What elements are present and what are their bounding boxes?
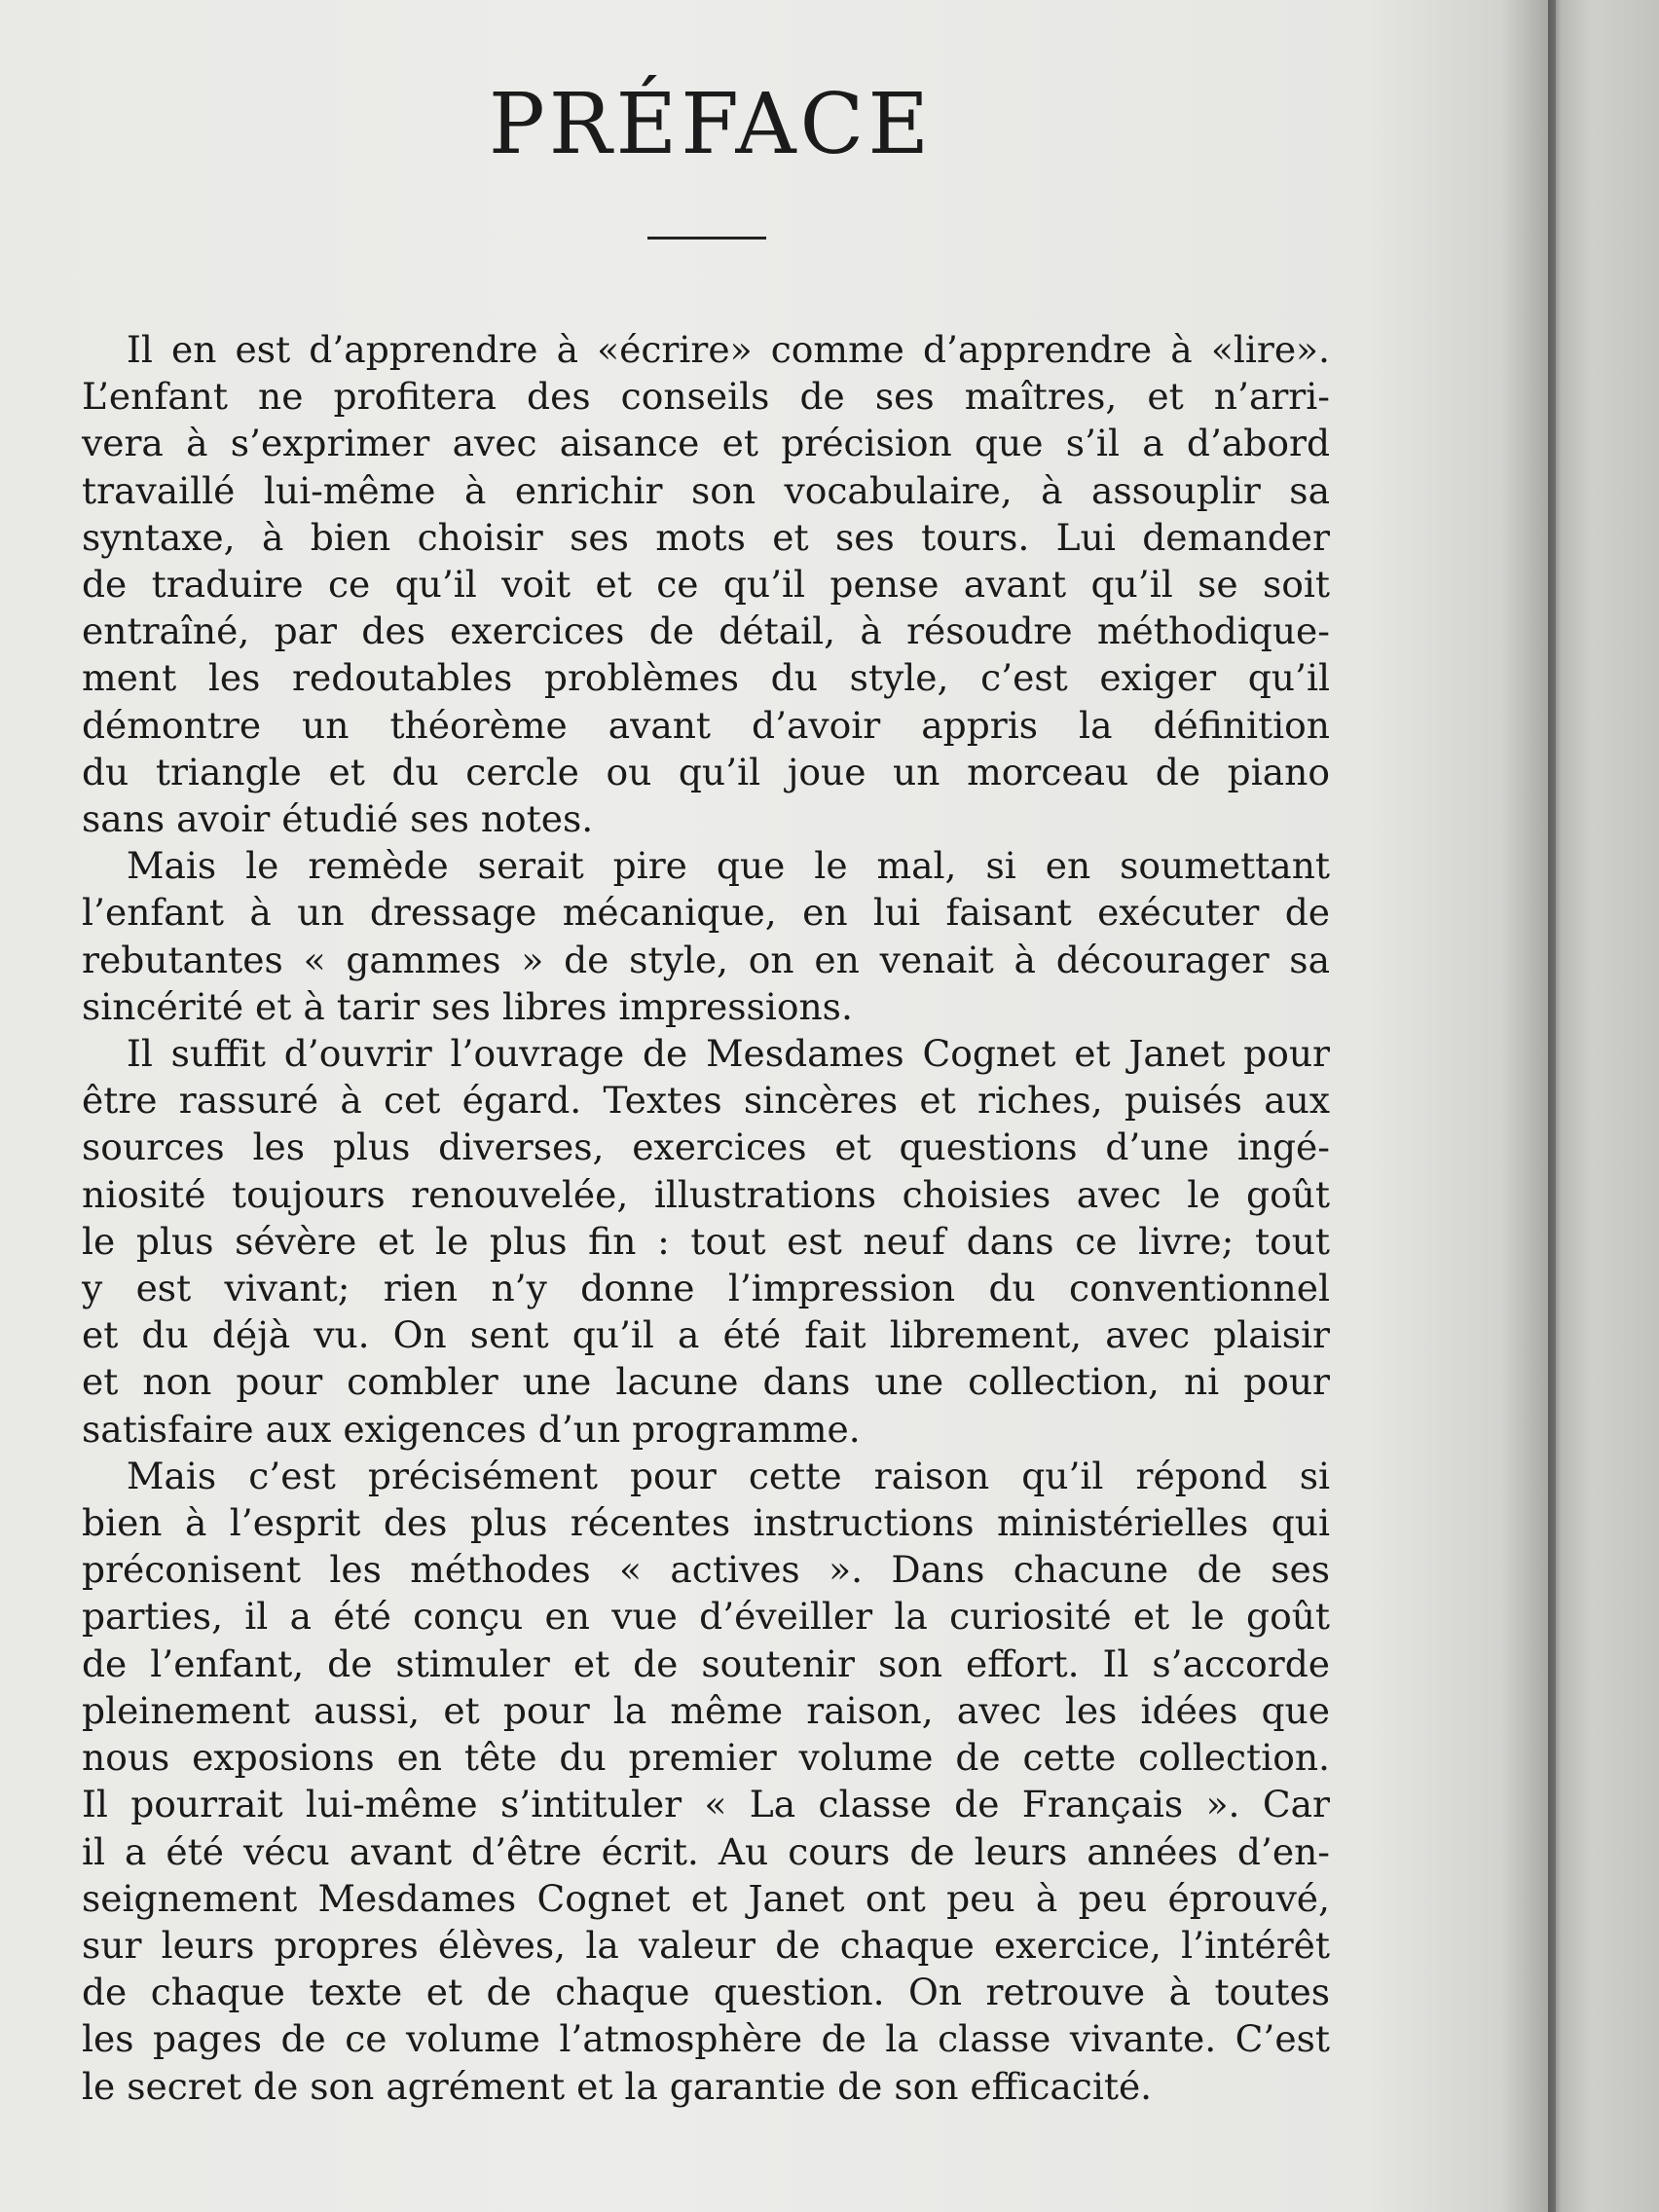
text-line: L’enfant ne profitera des conseils de ses maîtres, et n’arri- [82,375,1330,419]
text-line: pleinement aussi, et pour la même raison, avec les idées que [82,1688,1330,1732]
text-line: du triangle et du cercle ou qu’il joue un morceau de piano [82,750,1330,793]
text-line: le secret de son agrément et la garantie de son efficacité. [82,2064,1153,2108]
text-line: préconisent les méthodes « actives ». Dans chacune de ses [82,1548,1330,1592]
text-line: et non pour combler une lacune dans une collection, ni pour [82,1360,1330,1404]
text-line: satisfaire aux exigences d’un programme. [82,1407,861,1451]
text-line: parties, il a été conçu en vue d’éveiller la curiosité et le goût [82,1595,1330,1639]
title-rule [647,237,766,240]
text-line: ment les redoutables problèmes du style, c’est exiger qu’il [82,656,1330,700]
text-line: niosité toujours renouvelée, illustrations choisies avec le goût [82,1172,1330,1216]
paragraph-3 [82,1030,1330,1453]
text-line: Mais c’est précisément pour cette raison qu’il répond si [127,1454,1330,1497]
paragraph-4 [82,1453,1330,2110]
text-line: démontre un théorème avant d’avoir appris la définition [82,703,1330,747]
text-line: rebutantes « gammes » de style, on en venait à décourager sa [82,938,1330,981]
text-line: syntaxe, à bien choisir ses mots et ses tours. Lui demander [82,515,1330,559]
page-fold-shadow [1548,0,1556,2212]
text-line: de chaque texte et de chaque question. On retrouve à toutes [82,1971,1330,2014]
text-line: seignement Mesdames Cognet et Janet ont peu à peu éprouvé, [82,1876,1330,1920]
paragraph-1 [82,326,1330,842]
text-line: de traduire ce qu’il voit et ce qu’il pense avant qu’il se soit [82,563,1330,607]
text-line: entraîné, par des exercices de détail, à résoudre méthodique- [82,609,1330,653]
text-line: nous exposions en tête du premier volume de cette collection. [82,1736,1330,1780]
text-line: et du déjà vu. On sent qu’il a été fait librement, avec plaisir [82,1313,1330,1357]
text-line: Il en est d’apprendre à «écrire» comme d’apprendre à «lire». [127,328,1330,371]
text-line: sincérité et à tarir ses libres impressions. [82,984,853,1028]
text-line: Mais le remède serait pire que le mal, si en soumettant [127,844,1330,888]
adjacent-page-edge [1548,0,1659,2212]
text-line: il a été vécu avant d’être écrit. Au cours de leurs années d’en- [82,1829,1330,1873]
text-line: être rassuré à cet égard. Textes sincères et riches, puisés aux [82,1079,1330,1123]
paragraph-2 [82,842,1330,1030]
text-line: y est vivant; rien n’y donne l’impression du conventionnel [82,1267,1330,1310]
text-line: l’enfant à un dressage mécanique, en lui faisant exécuter de [82,891,1330,935]
text-line: sans avoir étudié ses notes. [82,797,594,841]
text-line: vera à s’exprimer avec aisance et précision que s’il a d’abord [82,422,1330,465]
text-line: bien à l’esprit des plus récentes instructions ministérielles qui [82,1501,1330,1545]
text-line: Il pourrait lui-même s’intituler « La classe de Français ». Car [82,1783,1330,1826]
text-line: sur leurs propres élèves, la valeur de chaque exercice, l’intérêt [82,1923,1330,1967]
page-title: PRÉFACE [488,76,934,173]
text-line: les pages de ce volume l’atmosphère de la classe vivante. C’est [82,2017,1330,2061]
text-line: travaillé lui-même à enrichir son vocabulaire, à assouplir sa [82,468,1330,512]
text-line: Il suffit d’ouvrir l’ouvrage de Mesdames Cognet et Janet pour [127,1032,1330,1076]
text-line: le plus sévère et le plus fin : tout est neuf dans ce livre; tout [82,1219,1330,1263]
preface-body [82,326,1330,2110]
text-line: de l’enfant, de stimuler et de soutenir son effort. Il s’accorde [82,1641,1330,1685]
text-line: sources les plus diverses, exercices et questions d’une ingé- [82,1125,1330,1169]
